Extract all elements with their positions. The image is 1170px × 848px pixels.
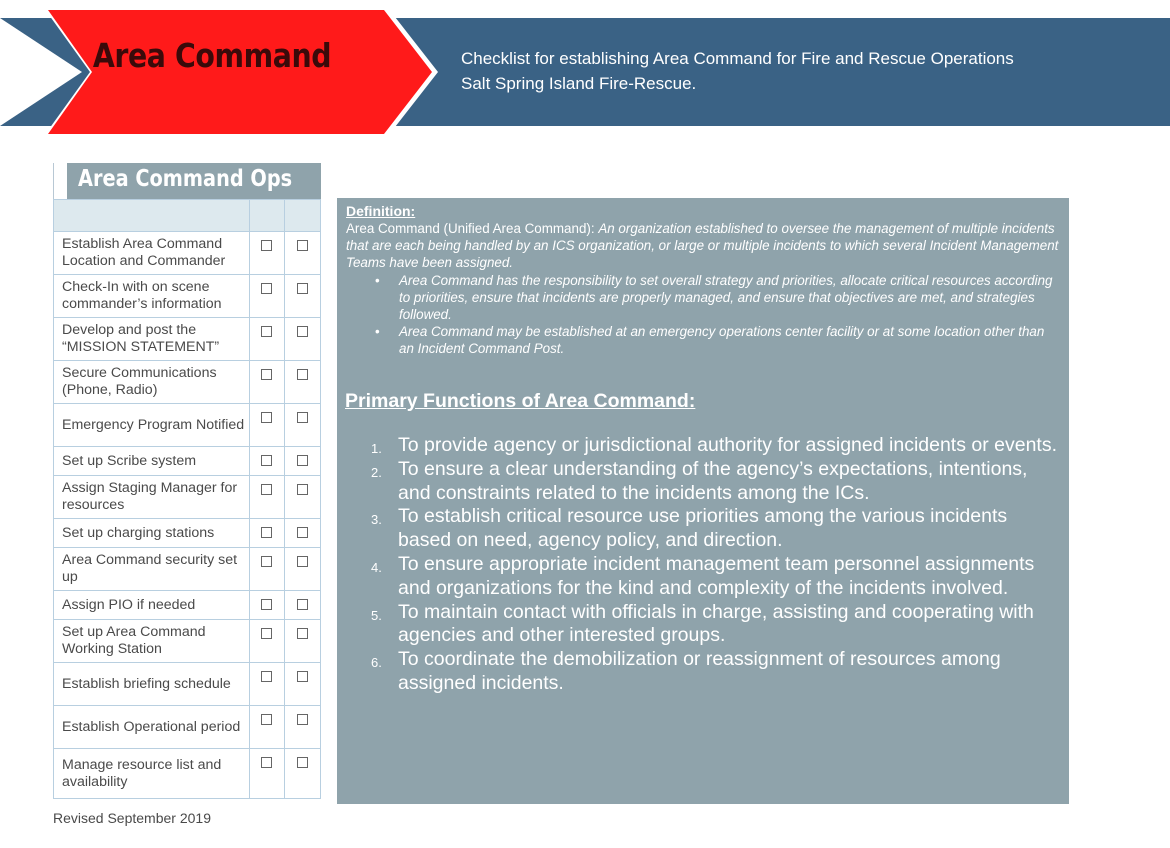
checkbox-second[interactable] [297, 556, 308, 567]
primary-function-item: 2. To ensure a clear understanding of the agency’s expectations, intentions, and constraints related to the incidents among the ICs. [371, 457, 1028, 504]
checkbox-first[interactable] [261, 484, 272, 495]
checklist-row [54, 361, 321, 404]
checkbox-second[interactable] [297, 757, 308, 768]
checkbox-second[interactable] [297, 240, 308, 251]
checklist-task-label: Set up Area Command Working Station [54, 620, 250, 663]
list-number: 4. [371, 559, 382, 575]
checklist-task-label: Develop and post the “MISSION STATEMENT” [54, 318, 250, 361]
subtitle-line-2: Salt Spring Island Fire-Rescue. [461, 74, 697, 93]
definition-term: Area Command (Unified Area Command): [346, 221, 595, 236]
checklist-table [53, 199, 321, 799]
checkbox-second[interactable] [297, 455, 308, 466]
primary-function-item: 5. To maintain contact with officials in charge, assisting and cooperating with agencies and other interested groups. [371, 600, 1034, 647]
checklist-row [54, 620, 321, 663]
page-title: Area Command [92, 36, 332, 75]
checkbox-first[interactable] [261, 714, 272, 725]
checklist-task-label: Establish briefing schedule [54, 663, 250, 706]
checklist-row [54, 447, 321, 476]
checkbox-second[interactable] [297, 484, 308, 495]
checkbox-second[interactable] [297, 369, 308, 380]
checkbox-first[interactable] [261, 455, 272, 466]
checkbox-first[interactable] [261, 556, 272, 567]
checkbox-second[interactable] [297, 283, 308, 294]
checkbox-second[interactable] [297, 714, 308, 725]
checklist-task-label: Assign Staging Manager for resources [54, 476, 250, 519]
checkbox-first[interactable] [261, 599, 272, 610]
checklist-head-row [54, 200, 321, 232]
revised-date: Revised September 2019 [53, 810, 211, 826]
primary-function-item: 4. To ensure appropriate incident management team personnel assignments and organizations for the kind and complexity of the incidents involved. [371, 552, 1035, 599]
checklist-row [54, 548, 321, 591]
primary-functions-title: Primary Functions of Area Command: [345, 390, 696, 412]
checklist-row [54, 404, 321, 447]
list-number: 3. [371, 512, 382, 528]
definition-body: An organization established to oversee the management of multiple incidents that are each being handled by an ICS organization, or large or multiple incidents to which several Incident Management Teams have been assigned. [346, 221, 1059, 270]
bullet-dot-icon: • [375, 324, 380, 339]
checklist-title: Area Command Ops [78, 166, 293, 192]
checklist-row [54, 706, 321, 749]
checkbox-first[interactable] [261, 412, 272, 423]
definition-bullets [375, 272, 1055, 357]
checkbox-first[interactable] [261, 283, 272, 294]
checkbox-first[interactable] [261, 671, 272, 682]
checklist-task-label: Manage resource list and availability [54, 749, 250, 799]
checkbox-first[interactable] [261, 326, 272, 337]
checklist-task-label: Emergency Program Notified [54, 404, 250, 447]
definition-bullet: • Area Command may be established at an emergency operations center facility or at some location other than an Incident Command Post. [375, 324, 1045, 356]
definition-label: Definition: [346, 203, 416, 219]
checkbox-first[interactable] [261, 527, 272, 538]
checkbox-second[interactable] [297, 527, 308, 538]
primary-function-item: 6. To coordinate the demobilization or reassignment of resources among assigned incidents. [371, 648, 1001, 694]
checklist-task-label: Secure Communications (Phone, Radio) [54, 361, 250, 404]
checklist-task-label: Establish Area Command Location and Commander [54, 232, 250, 275]
checklist-task-label: Set up Scribe system [54, 447, 250, 476]
checklist-row [54, 476, 321, 519]
checklist-row [54, 232, 321, 275]
checklist-row [54, 275, 321, 318]
primary-function-item: 3. To establish critical resource use priorities among the various incidents based on need, agency policy, and direction. [371, 505, 1008, 552]
list-number: 1. [371, 441, 382, 456]
checklist-row [54, 318, 321, 361]
checkbox-first[interactable] [261, 369, 272, 380]
definition-panel [337, 198, 1069, 804]
checklist-task-label: Assign PIO if needed [54, 591, 250, 620]
checkbox-second[interactable] [297, 671, 308, 682]
checkbox-second[interactable] [297, 599, 308, 610]
list-number: 2. [371, 464, 382, 480]
bullet-dot-icon: • [375, 273, 380, 288]
definition-text [346, 220, 1061, 271]
subtitle-line-1: Checklist for establishing Area Command for Fire and Rescue Operations [461, 49, 1014, 68]
checkbox-first[interactable] [261, 628, 272, 639]
checkbox-second[interactable] [297, 412, 308, 423]
checkbox-first[interactable] [261, 240, 272, 251]
list-number: 5. [371, 607, 382, 623]
list-number: 6. [371, 655, 382, 671]
checklist-row [54, 749, 321, 799]
checklist-row [54, 591, 321, 620]
checklist-task-label: Check-In with on scene commander’s information [54, 275, 250, 318]
checklist-row [54, 519, 321, 548]
checklist-task-label: Establish Operational period [54, 706, 250, 749]
checklist-task-label: Set up charging stations [54, 519, 250, 548]
primary-functions-list [371, 434, 1061, 696]
checkbox-second[interactable] [297, 326, 308, 337]
checklist-row [54, 663, 321, 706]
checklist-task-label: Area Command security set up [54, 548, 250, 591]
checkbox-first[interactable] [261, 757, 272, 768]
checkbox-second[interactable] [297, 628, 308, 639]
header-subtitle [461, 46, 1014, 96]
primary-function-item: 1. To provide agency or jurisdictional authority for assigned incidents or events. [371, 434, 1061, 458]
definition-bullet: • Area Command has the responsibility to set overall strategy and priorities, allocate critical resources according to priorities, ensure that incidents are properly managed, and ensure that objectives are met, and strategies followed. [375, 273, 1053, 322]
